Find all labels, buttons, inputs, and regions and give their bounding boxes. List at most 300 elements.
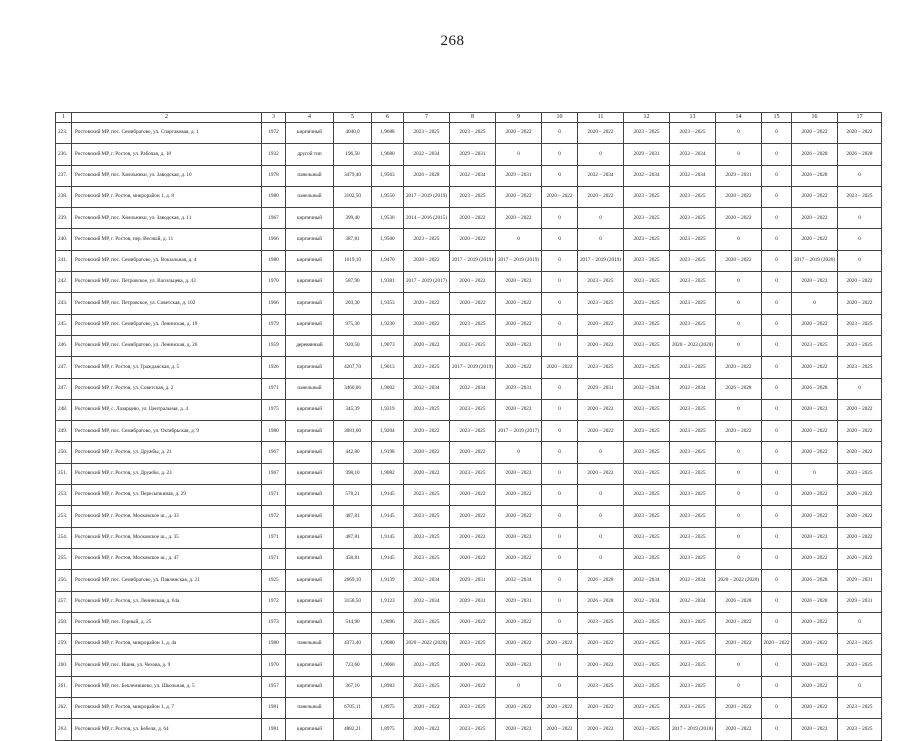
table-cell: 2020 – 2022 — [716, 719, 762, 740]
table-cell: 2023 – 2025 — [624, 463, 670, 484]
table-cell: 3460,06 — [334, 378, 372, 399]
table-cell: 2023 – 2025 — [578, 357, 624, 378]
table-cell: 2020 – 2022 — [792, 719, 838, 740]
table-body — [56, 123, 882, 741]
table-cell: 2026 – 2028 — [716, 591, 762, 612]
table-cell: 398,10 — [334, 463, 372, 484]
table-cell: 1,9204 — [372, 421, 404, 442]
table-cell: 2020 – 2022 — [542, 634, 578, 655]
table-cell: 2020 – 2022 — [838, 123, 882, 144]
table-cell: 2020 – 2022 — [792, 186, 838, 207]
table-row — [56, 527, 882, 548]
column-header: 10 — [542, 113, 578, 123]
table-cell: 0 — [578, 229, 624, 250]
table-cell: 0 — [762, 314, 792, 335]
table-cell: 2014 – 2016 (2015) — [404, 208, 450, 229]
table-cell: 2023 – 2025 — [792, 335, 838, 356]
table-cell: 2023 – 2025 — [670, 421, 716, 442]
table-cell: 2020 – 2022 — [792, 314, 838, 335]
table-cell: 2020 – 2022 — [496, 719, 542, 740]
table-cell: 0 — [542, 165, 578, 186]
table-cell: 487,81 — [334, 506, 372, 527]
table-cell: 387,81 — [334, 229, 372, 250]
table-cell: 1,9073 — [372, 335, 404, 356]
table-cell: 237. — [56, 165, 72, 186]
table-cell: 2023 – 2025 — [404, 676, 450, 697]
table-cell: 0 — [578, 527, 624, 548]
table-cell: 1980 — [262, 250, 286, 271]
table-cell: 2023 – 2025 — [624, 250, 670, 271]
table-cell: 2020 – 2022 — [496, 548, 542, 569]
table-cell: 1,9198 — [372, 442, 404, 463]
table-cell: панельный — [286, 186, 334, 207]
table-cell: 0 — [762, 165, 792, 186]
table-cell: 2029 – 2031 — [450, 591, 496, 612]
table-cell: Ростовский МР, г. Ростов, Московское ш., д. 33 — [72, 506, 262, 527]
table-cell: 2023 – 2025 — [404, 527, 450, 548]
table-row — [56, 208, 882, 229]
table-cell: 247. — [56, 357, 72, 378]
table-cell: Ростовский МР, пос. Семибратово, ул. Павлинская, д. 21 — [72, 570, 262, 591]
table-cell: панельный — [286, 378, 334, 399]
table-cell: Ростовский МР, г. Ростов, ул. Пересыпкиная, д. 29 — [72, 485, 262, 506]
table-cell: Ростовский МР, пос. Хмельники, ул. Заводская, д. 10 — [72, 165, 262, 186]
table-cell: 345,39 — [334, 399, 372, 420]
table-cell: 2032 – 2034 — [578, 165, 624, 186]
table-cell: 2023 – 2025 — [404, 548, 450, 569]
column-header: 14 — [716, 113, 762, 123]
table-cell: 2023 – 2025 — [670, 314, 716, 335]
table-cell: 2023 – 2025 — [670, 293, 716, 314]
table-cell: 2020 – 2022 — [450, 208, 496, 229]
table-cell: 1,8975 — [372, 698, 404, 719]
table-cell: 0 — [838, 229, 882, 250]
table-cell: 2023 – 2025 — [670, 399, 716, 420]
table-cell: 2020 – 2022 — [578, 634, 624, 655]
table-cell: 246. — [56, 335, 72, 356]
table-cell: Ростовский МР, г. Ростов, ул. Ленинская, д. 64а — [72, 591, 262, 612]
table-row — [56, 293, 882, 314]
table-cell: 0 — [716, 527, 762, 548]
table-cell: 2020 – 2022 — [496, 655, 542, 676]
table-cell: 2020 – 2022 — [838, 272, 882, 293]
table-cell: 1957 — [262, 676, 286, 697]
table-cell: 0 — [762, 272, 792, 293]
table-cell: 2020 – 2022 — [450, 506, 496, 527]
table-cell: 2032 – 2034 — [404, 144, 450, 165]
table-cell: 6705,11 — [334, 698, 372, 719]
table-cell: 2032 – 2034 — [670, 378, 716, 399]
table-cell: 0 — [762, 506, 792, 527]
table-cell: 0 — [716, 293, 762, 314]
table-cell: 2020 – 2022 — [838, 548, 882, 569]
table-cell: Ростовский МР, г. Ростов, ул. Дружбы, д. 21 — [72, 442, 262, 463]
table-cell: 1971 — [262, 527, 286, 548]
table-cell: 2026 – 2028 — [792, 165, 838, 186]
table-cell: 2023 – 2025 — [404, 357, 450, 378]
column-header: 5 — [334, 113, 372, 123]
table-cell: 2023 – 2025 — [578, 612, 624, 633]
table-cell: 2023 – 2025 — [624, 506, 670, 527]
table-cell: 2023 – 2025 — [670, 208, 716, 229]
table-cell: кирпичный — [286, 250, 334, 271]
table-cell: 2017 – 2019 (2019) — [450, 357, 496, 378]
table-cell: 975,30 — [334, 314, 372, 335]
table-cell: 0 — [542, 527, 578, 548]
table-cell: 1,9536 — [372, 208, 404, 229]
table-cell: 2017 – 2019 (2020) — [792, 250, 838, 271]
table-row — [56, 165, 882, 186]
table-cell: 2020 – 2022 — [792, 272, 838, 293]
table-cell: 259. — [56, 634, 72, 655]
table-cell: 0 — [762, 399, 792, 420]
table-cell: Ростовский МР, г. Ростов, Московское ш., д. 35 — [72, 527, 262, 548]
table-cell: 2020 – 2022 — [450, 676, 496, 697]
table-cell: 2023 – 2025 — [450, 335, 496, 356]
table-cell: 0 — [716, 485, 762, 506]
table-row — [56, 591, 882, 612]
table-cell: 0 — [838, 208, 882, 229]
table-cell: 2020 – 2022 — [450, 485, 496, 506]
table-cell: 2023 – 2025 — [624, 527, 670, 548]
table-cell: 2029 – 2031 — [624, 144, 670, 165]
table-cell: кирпичный — [286, 506, 334, 527]
table-cell: 0 — [542, 506, 578, 527]
table-cell: 2023 – 2025 — [450, 314, 496, 335]
table-cell: 3479,40 — [334, 165, 372, 186]
table-cell: 2026 – 2028 — [716, 378, 762, 399]
table-cell: 2023 – 2025 — [670, 463, 716, 484]
table-row — [56, 123, 882, 144]
table-cell: 2020 – 2022 — [838, 485, 882, 506]
table-cell: 2023 – 2025 — [450, 634, 496, 655]
table-cell: 2017 – 2019 (2017) — [404, 272, 450, 293]
table-cell: 2020 – 2022 — [542, 698, 578, 719]
table-cell: 2020 – 2022 — [792, 421, 838, 442]
table-cell: 2020 – 2022 — [792, 655, 838, 676]
table-cell: 0 — [542, 612, 578, 633]
table-row — [56, 399, 882, 420]
table-cell: 1959 — [262, 335, 286, 356]
table-cell: 2020 – 2022 — [404, 335, 450, 356]
table-cell: 1,9139 — [372, 570, 404, 591]
table-cell: 2020 – 2022 — [716, 634, 762, 655]
table-cell: 0 — [542, 229, 578, 250]
table-cell: 2020 – 2022 — [792, 548, 838, 569]
table-cell: 2023 – 2025 — [578, 293, 624, 314]
table-cell: 1,9082 — [372, 463, 404, 484]
table-cell: Ростовский МР, г. Ростов, ул. Рабочая, д. 18 — [72, 144, 262, 165]
table-cell: 2020 – 2022 — [450, 272, 496, 293]
table-row — [56, 506, 882, 527]
table-cell: 0 — [716, 655, 762, 676]
table-cell: 2020 – 2022 — [792, 612, 838, 633]
table-cell: 2023 – 2025 — [404, 123, 450, 144]
table-cell: 2032 – 2034 — [670, 165, 716, 186]
table-cell: 1,9688 — [372, 123, 404, 144]
table-cell: 0 — [496, 442, 542, 463]
table-cell: 2020 – 2022 — [762, 634, 792, 655]
table-cell: 2020 – 2022 — [404, 250, 450, 271]
table-cell: 2023 – 2025 — [670, 548, 716, 569]
table-cell: 2020 – 2022 — [496, 293, 542, 314]
table-cell: Ростовский МР, пос. Семибратово, ул. Ленинская, д. 19 — [72, 314, 262, 335]
table-cell: 2023 – 2025 — [670, 357, 716, 378]
table-cell: 2020 – 2022 — [838, 527, 882, 548]
table-cell: 2023 – 2025 — [450, 123, 496, 144]
table-cell: 2029 – 2031 — [496, 591, 542, 612]
table-cell: 0 — [578, 208, 624, 229]
table-cell: 261. — [56, 676, 72, 697]
table-cell: 2032 – 2034 — [624, 570, 670, 591]
table-cell: 2029 – 2031 — [716, 165, 762, 186]
table-cell: 0 — [762, 186, 792, 207]
table-cell: 2023 – 2025 — [624, 357, 670, 378]
table-cell: 247. — [56, 378, 72, 399]
table-cell: 2023 – 2025 — [670, 186, 716, 207]
table-cell: 2023 – 2025 — [670, 250, 716, 271]
table-cell: 2023 – 2025 — [670, 676, 716, 697]
table-cell: кирпичный — [286, 399, 334, 420]
table-cell: 2023 – 2025 — [670, 485, 716, 506]
table-cell: 2020 – 2022 — [404, 293, 450, 314]
table-cell: кирпичный — [286, 591, 334, 612]
table-cell: 2032 – 2034 — [404, 378, 450, 399]
table-cell: кирпичный — [286, 527, 334, 548]
table-cell: 2023 – 2025 — [624, 335, 670, 356]
table-cell: 2023 – 2025 — [838, 655, 882, 676]
table-cell: 0 — [542, 144, 578, 165]
table-cell: 0 — [762, 293, 792, 314]
table-cell: 2020 – 2022 — [578, 335, 624, 356]
table-cell: 254. — [56, 527, 72, 548]
table-cell: 2020 – 2022 — [716, 186, 762, 207]
table-cell: 1967 — [262, 463, 286, 484]
table-cell: 2017 – 2019 (2017) — [496, 421, 542, 442]
table-cell: 2032 – 2034 — [670, 144, 716, 165]
table-cell: Ростовский МР, г. Ростов, Московское ш., д. 47 — [72, 548, 262, 569]
table-cell: Ростовский МР, г. Ростов, ул. Бебеля, д. 64 — [72, 719, 262, 740]
table-cell: 236. — [56, 144, 72, 165]
table-cell: 242. — [56, 272, 72, 293]
table-cell: кирпичный — [286, 123, 334, 144]
table-cell: 0 — [762, 123, 792, 144]
table-cell: Ростовский МР, пос. Семибратово, ул. Спартаковая, д. 1 — [72, 123, 262, 144]
table-cell: 0 — [542, 676, 578, 697]
table-row — [56, 272, 882, 293]
table-cell: 1,8983 — [372, 676, 404, 697]
table-cell: 2020 – 2022 — [496, 335, 542, 356]
table-cell: 0 — [542, 123, 578, 144]
table-cell: кирпичный — [286, 570, 334, 591]
table-cell: 4040,0 — [334, 123, 372, 144]
table-cell: 1619,10 — [334, 250, 372, 271]
table-cell: 0 — [542, 314, 578, 335]
table-cell: 0 — [762, 655, 792, 676]
table-cell: 723,60 — [334, 655, 372, 676]
table-cell: 2020 – 2022 (2020) — [716, 570, 762, 591]
table-cell: 2023 – 2025 — [624, 229, 670, 250]
table-cell: 263. — [56, 719, 72, 740]
table-cell: 2020 – 2022 — [716, 612, 762, 633]
table-cell: 2023 – 2025 — [670, 506, 716, 527]
table-cell: 2023 – 2025 — [624, 698, 670, 719]
table-cell: 0 — [716, 548, 762, 569]
table-cell: 0 — [838, 250, 882, 271]
column-header: 8 — [450, 113, 496, 123]
table-cell: 0 — [762, 591, 792, 612]
table-cell: 4882,21 — [334, 719, 372, 740]
column-header: 6 — [372, 113, 404, 123]
table-cell: Ростовский МР, с. Лазарцево, ул. Центральная, д. 4 — [72, 399, 262, 420]
table-cell: 1975 — [262, 399, 286, 420]
table-cell: 2020 – 2022 — [496, 612, 542, 633]
table-cell: 0 — [762, 570, 792, 591]
table-cell: 248. — [56, 399, 72, 420]
table-cell: 2032 – 2034 — [450, 165, 496, 186]
column-header: 11 — [578, 113, 624, 123]
table-cell: 2023 – 2025 — [624, 442, 670, 463]
table-cell: 2023 – 2025 — [624, 186, 670, 207]
capital-repair-table — [55, 112, 882, 741]
table-cell: 260. — [56, 655, 72, 676]
table-cell: 0 — [542, 548, 578, 569]
table-cell: 0 — [762, 676, 792, 697]
table-cell: 2023 – 2025 — [670, 698, 716, 719]
table-cell: 2023 – 2025 — [404, 655, 450, 676]
table-cell: 1971 — [262, 378, 286, 399]
table-cell: 0 — [762, 719, 792, 740]
table-cell: 1971 — [262, 548, 286, 569]
table-cell: 1,9230 — [372, 314, 404, 335]
table-cell: 0 — [838, 165, 882, 186]
table-cell: 0 — [542, 399, 578, 420]
table-cell: 1972 — [262, 506, 286, 527]
table-cell: 2023 – 2025 — [404, 506, 450, 527]
table-cell: 2020 – 2022 — [496, 527, 542, 548]
table-cell: 2020 – 2022 — [496, 399, 542, 420]
table-cell: 238. — [56, 186, 72, 207]
table-cell: 0 — [762, 250, 792, 271]
table-row — [56, 634, 882, 655]
table-cell: 2020 – 2022 — [450, 612, 496, 633]
table-cell: 0 — [578, 506, 624, 527]
table-cell: 1,9680 — [372, 144, 404, 165]
table-cell: 0 — [762, 485, 792, 506]
table-cell: Ростовский МР, пос. Беклемишево, ул. Школьная, д. 5 — [72, 676, 262, 697]
table-cell: 2020 – 2022 — [716, 421, 762, 442]
table-cell: 1980 — [262, 186, 286, 207]
table-cell: 1,9381 — [372, 272, 404, 293]
table-cell: 2029 – 2031 — [838, 591, 882, 612]
table-cell: 1,9550 — [372, 186, 404, 207]
table-cell: 1967 — [262, 442, 286, 463]
table-cell: 0 — [762, 144, 792, 165]
table-cell: 920,50 — [334, 335, 372, 356]
table-cell: 2023 – 2025 — [838, 463, 882, 484]
table-cell: 2023 – 2025 — [450, 421, 496, 442]
table-cell: 2032 – 2034 — [404, 570, 450, 591]
table-cell: 2020 – 2022 — [792, 229, 838, 250]
table-row — [56, 570, 882, 591]
table-cell: 458,81 — [334, 548, 372, 569]
table-cell: 2020 – 2022 — [578, 719, 624, 740]
column-header: 4 — [286, 113, 334, 123]
table-cell: 2020 – 2022 — [496, 634, 542, 655]
table-cell: 256. — [56, 570, 72, 591]
table-cell: 2023 – 2025 — [624, 123, 670, 144]
table-cell: 2020 – 2022 — [792, 208, 838, 229]
table-cell: 243. — [56, 293, 72, 314]
table-cell: 2032 – 2034 — [450, 378, 496, 399]
table-cell: 2023 – 2025 — [670, 272, 716, 293]
table-cell: 2032 – 2034 — [624, 591, 670, 612]
table-cell: 0 — [542, 463, 578, 484]
table-cell: кирпичный — [286, 719, 334, 740]
table-cell: 2020 – 2022 — [404, 698, 450, 719]
table-cell: 2023 – 2025 — [578, 676, 624, 697]
table-cell: 0 — [496, 676, 542, 697]
table-cell: 2026 – 2028 — [578, 570, 624, 591]
table-cell: 2020 – 2022 — [404, 463, 450, 484]
table-cell: Ростовский МР, г. Ростов, ул. Дружбы, д. 23 — [72, 463, 262, 484]
table-cell: 0 — [762, 463, 792, 484]
column-header: 17 — [838, 113, 882, 123]
table-row — [56, 421, 882, 442]
table-cell: 1925 — [262, 570, 286, 591]
table-cell: кирпичный — [286, 485, 334, 506]
table-cell: кирпичный — [286, 463, 334, 484]
table-cell: 3158,50 — [334, 591, 372, 612]
table-cell: 367,10 — [334, 676, 372, 697]
table-cell: кирпичный — [286, 676, 334, 697]
table-cell: 0 — [762, 421, 792, 442]
table-cell: 262. — [56, 698, 72, 719]
table-cell: 2020 – 2022 — [838, 421, 882, 442]
table-cell: 1,9060 — [372, 655, 404, 676]
table-cell: 1981 — [262, 719, 286, 740]
table-row — [56, 612, 882, 633]
table-cell: 1,9470 — [372, 250, 404, 271]
table-cell: кирпичный — [286, 612, 334, 633]
table-row — [56, 335, 882, 356]
table-cell: 241. — [56, 250, 72, 271]
table-cell: 2020 – 2022 — [792, 123, 838, 144]
table-header-row — [56, 113, 882, 123]
table-cell: 1966 — [262, 229, 286, 250]
table-cell: 255. — [56, 548, 72, 569]
table-cell: 2032 – 2034 — [670, 570, 716, 591]
table-cell: 2023 – 2025 — [838, 719, 882, 740]
table-cell: Ростовский МР, г. Ростов, пер. Весный, д. 11 — [72, 229, 262, 250]
table-cell: 0 — [496, 144, 542, 165]
table-row — [56, 144, 882, 165]
table-cell: 0 — [542, 208, 578, 229]
table-cell: 2669,10 — [334, 570, 372, 591]
table-cell: Ростовский МР, пос. Ишня, ул. Чехова, д. 9 — [72, 655, 262, 676]
table-cell: 0 — [762, 335, 792, 356]
table-cell: 0 — [716, 229, 762, 250]
table-cell: 2023 – 2025 — [838, 335, 882, 356]
table-cell: 0 — [542, 250, 578, 271]
column-header: 2 — [72, 113, 262, 123]
table-cell: 2023 – 2025 — [624, 485, 670, 506]
table-cell: 2020 – 2022 — [578, 655, 624, 676]
table-cell: 2023 – 2025 — [838, 698, 882, 719]
table-cell: 0 — [762, 357, 792, 378]
table-cell: 253. — [56, 506, 72, 527]
table-cell: 2023 – 2025 — [450, 698, 496, 719]
